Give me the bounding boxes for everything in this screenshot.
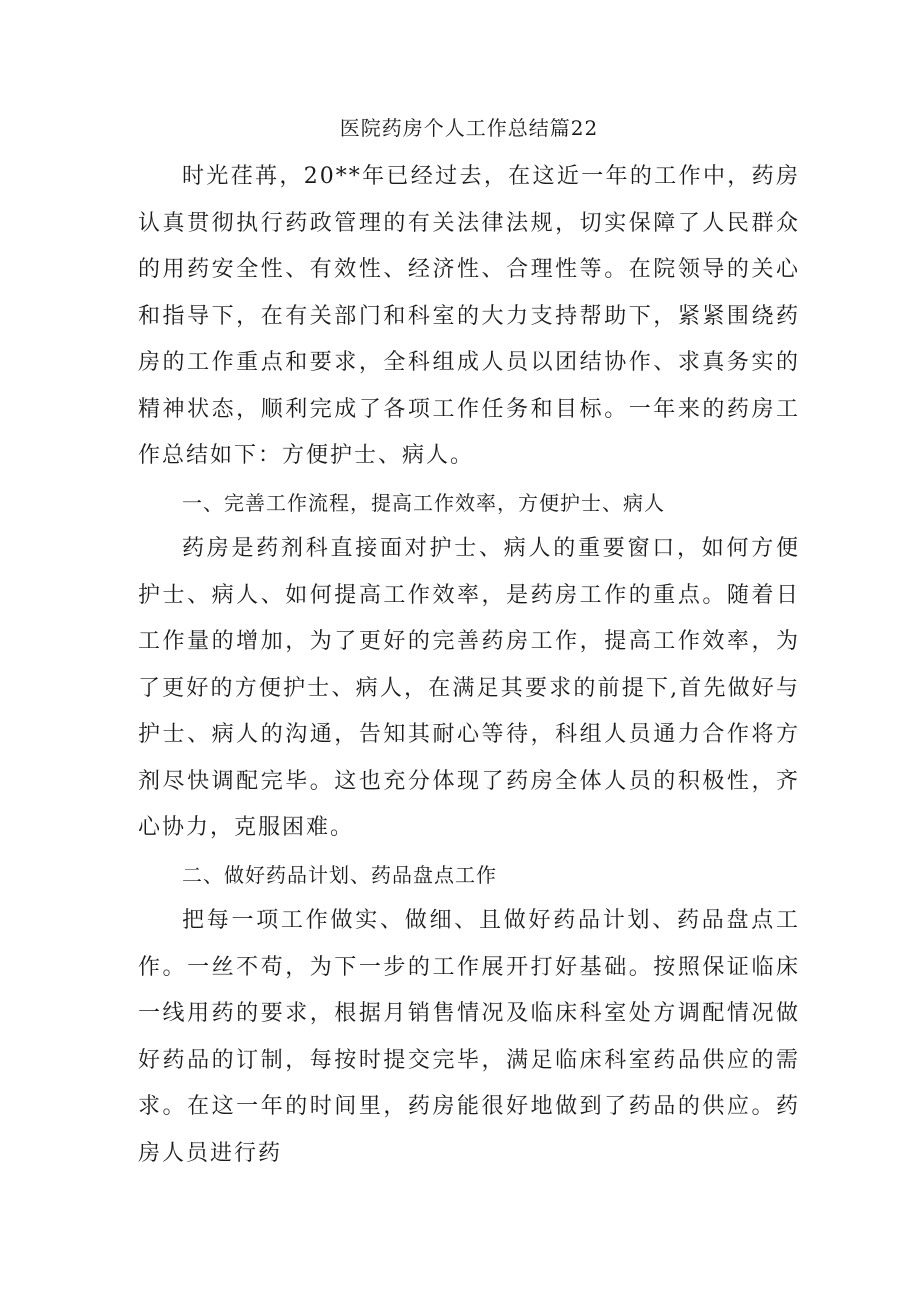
section-heading-1: 一、完善工作流程，提高工作效率，方便护士、病人: [182, 490, 665, 515]
section-heading-2: 二、做好药品计划、药品盘点工作: [182, 862, 497, 887]
section-body-1: 药房是药剂科直接面对护士、病人的重要窗口，如何方便护士、病人、如何提高工作效率，是药房工作的重点。随着日工作量的增加，为了更好的完善药房工作，提高工作效率，为了更好的方便护士、病人，在满足其要求的前提下,首先做好与护士、病人的沟通，告知其耐心等待，科组人员通力合作将方剂尽快调配完毕。这也充分体现了药房全体人员的积极性，齐心协力，克服困难。: [138, 536, 800, 840]
document-page: [138, 112, 800, 1177]
intro-paragraph: 时光荏苒，20**年已经过去，在这近一年的工作中，药房认真贯彻执行药政管理的有关法律法规，切实保障了人民群众的用药安全性、有效性、经济性、合理性等。在院领导的关心和指导下，在有关部门和科室的大力支持帮助下，紧紧围绕药房的工作重点和要求，全科组成人员以团结协作、求真务实的精神状态，顺利完成了各项工作任务和目标。一年来的药房工作总结如下：方便护士、病人。: [138, 164, 800, 468]
section-body-2: 把每一项工作做实、做细、且做好药品计划、药品盘点工作。一丝不苟，为下一步的工作展开打好基础。按照保证临床一线用药的要求，根据月销售情况及临床科室处方调配情况做好药品的订制，每按时提交完毕，满足临床科室药品供应的需求。在这一年的时间里，药房能很好地做到了药品的供应。药房人员进行药: [138, 908, 800, 1166]
document-title: 医院药房个人工作总结篇22: [339, 116, 599, 140]
